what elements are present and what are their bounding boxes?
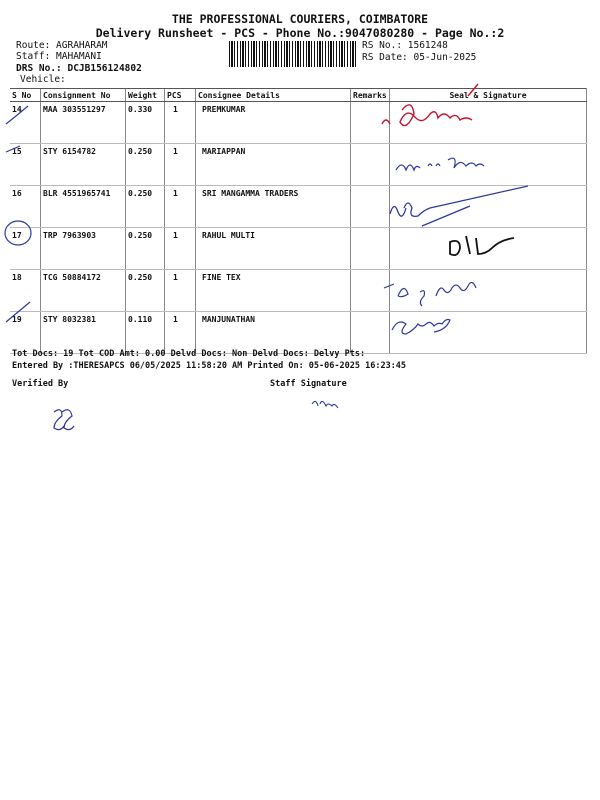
cell-remarks xyxy=(351,186,390,228)
col-consignment: Consignment No xyxy=(41,89,126,102)
runsheet-subtitle: Delivery Runsheet - PCS - Phone No.:9047080280 - Page No.:2 xyxy=(95,26,505,40)
cell-sno: 15 xyxy=(10,144,41,186)
cell-consignee: MANJUNATHAN xyxy=(196,312,351,354)
cell-sno: 16 xyxy=(10,186,41,228)
cell-consignee: PREMKUMAR xyxy=(196,102,351,144)
cell-consignment: TCG 50884172 xyxy=(41,270,126,312)
col-seal-signature: Seal & Signature xyxy=(390,89,587,102)
cell-consignment: TRP 7963903 xyxy=(41,228,126,270)
company-title: THE PROFESSIONAL COURIERS, COIMBATORE xyxy=(171,12,429,26)
cell-signature xyxy=(390,144,587,186)
table-row xyxy=(10,186,587,228)
table-row xyxy=(10,102,587,144)
cell-sno: 17 xyxy=(10,228,41,270)
verified-by-label: Verified By xyxy=(12,379,69,389)
cell-consignee: MARIAPPAN xyxy=(196,144,351,186)
cell-remarks xyxy=(351,228,390,270)
totals-line: Tot Docs: 19 Tot COD Amt: 0.00 Delvd Docs: Non Delvd Docs: Delvy Pts: xyxy=(12,349,366,359)
cell-remarks xyxy=(351,270,390,312)
staff-initials xyxy=(312,401,338,408)
cell-remarks xyxy=(351,102,390,144)
rs-date: RS Date: 05-Jun-2025 xyxy=(362,52,477,63)
drs-number: DRS No.: DCJB156124802 xyxy=(16,63,142,74)
col-sno: S No xyxy=(10,89,41,102)
table-header-row xyxy=(10,89,587,102)
cell-remarks xyxy=(351,144,390,186)
cell-weight: 0.330 xyxy=(126,102,165,144)
cell-weight: 0.250 xyxy=(126,144,165,186)
cell-signature xyxy=(390,186,587,228)
cell-signature xyxy=(390,270,587,312)
entered-printed-line: Entered By :THERESAPCS 06/05/2025 11:58:20 AM Printed On: 05-06-2025 16:23:45 xyxy=(12,361,407,371)
cell-consignment: BLR 4551965741 xyxy=(41,186,126,228)
cell-weight: 0.110 xyxy=(126,312,165,354)
cell-pcs: 1 xyxy=(165,144,196,186)
rs-number: RS No.: 1561248 xyxy=(362,40,448,51)
cell-pcs: 1 xyxy=(165,312,196,354)
cell-weight: 0.250 xyxy=(126,270,165,312)
table-row xyxy=(10,144,587,186)
col-weight: Weight xyxy=(126,89,165,102)
cell-consignee: SRI MANGAMMA TRADERS xyxy=(196,186,351,228)
cell-consignee: FINE TEX xyxy=(196,270,351,312)
col-consignee: Consignee Details xyxy=(196,89,351,102)
cell-pcs: 1 xyxy=(165,186,196,228)
col-remarks: Remarks xyxy=(351,89,390,102)
cell-pcs: 1 xyxy=(165,102,196,144)
cell-signature xyxy=(390,102,587,144)
cell-consignment: STY 6154782 xyxy=(41,144,126,186)
staff-label: Staff: MAHAMANI xyxy=(16,51,102,62)
table-row xyxy=(10,228,587,270)
staff-signature-label: Staff Signature xyxy=(270,379,347,389)
table-row xyxy=(10,312,587,354)
runsheet-table xyxy=(10,88,587,354)
route-label: Route: AGRAHARAM xyxy=(16,40,108,51)
cell-remarks xyxy=(351,312,390,354)
cell-pcs: 1 xyxy=(165,270,196,312)
cell-sno: 18 xyxy=(10,270,41,312)
table-row xyxy=(10,270,587,312)
cell-consignment: MAA 303551297 xyxy=(41,102,126,144)
cell-signature xyxy=(390,312,587,354)
cell-pcs: 1 xyxy=(165,228,196,270)
cell-signature xyxy=(390,228,587,270)
col-pcs: PCS xyxy=(165,89,196,102)
cell-weight: 0.250 xyxy=(126,186,165,228)
cell-consignee: RAHUL MULTI xyxy=(196,228,351,270)
vehicle-label: Vehicle: xyxy=(20,74,66,85)
cell-consignment: STY 8032381 xyxy=(41,312,126,354)
cell-sno: 19 xyxy=(10,312,41,354)
verified-initials xyxy=(54,410,74,430)
cell-weight: 0.250 xyxy=(126,228,165,270)
cell-sno: 14 xyxy=(10,102,41,144)
barcode xyxy=(229,41,356,67)
